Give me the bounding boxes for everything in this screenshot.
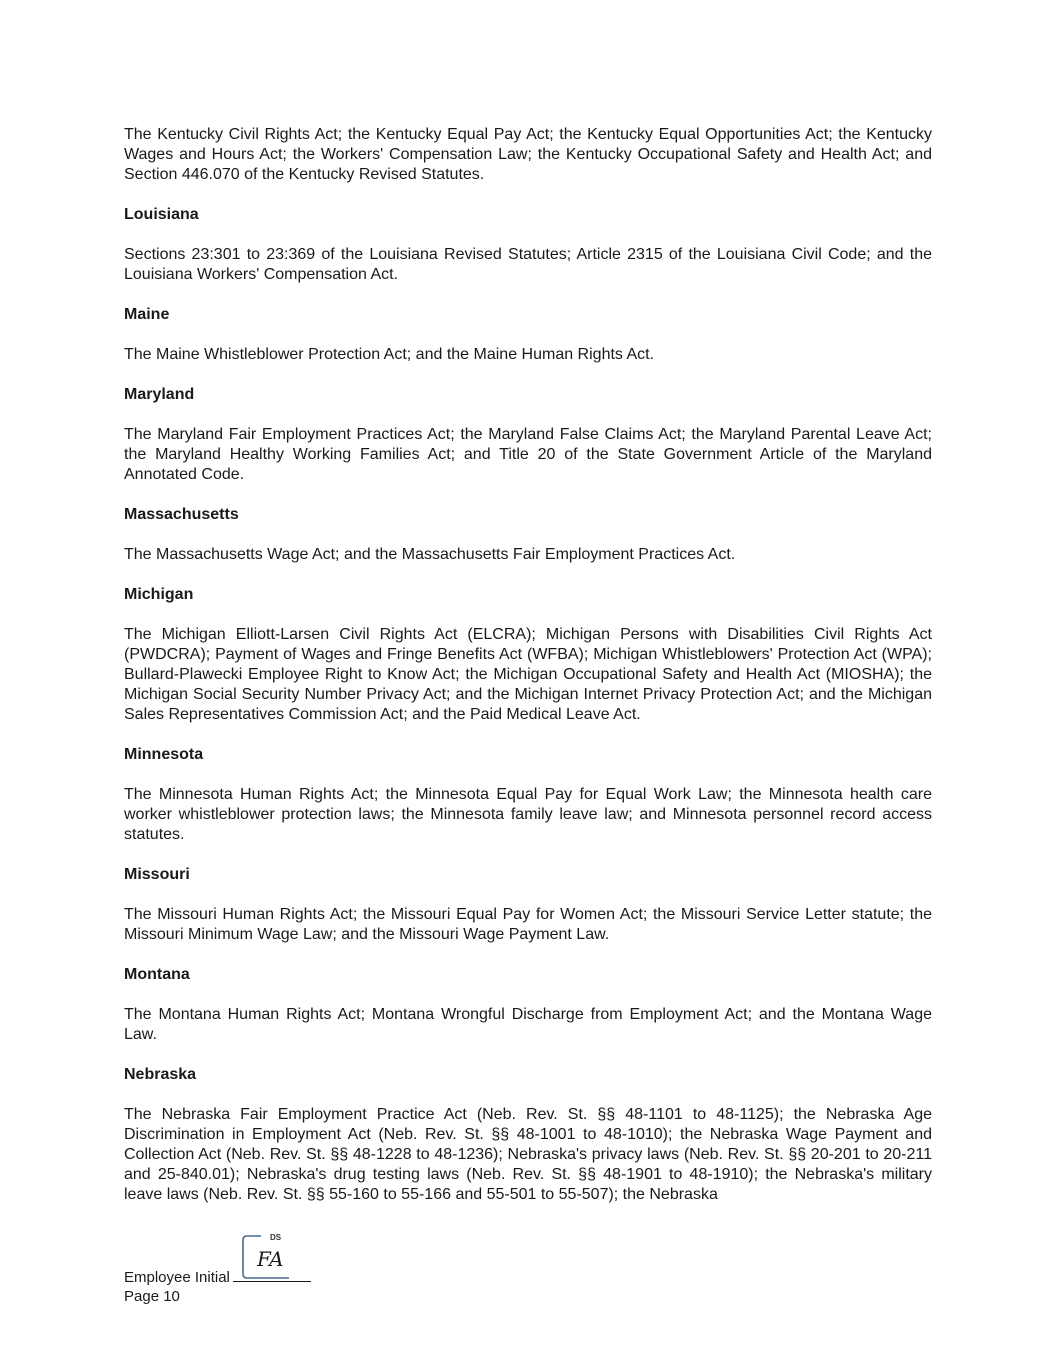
paragraph-nebraska: The Nebraska Fair Employment Practice Act (Neb. Rev. St. §§ 48-1101 to 48-1125); the Nebraska Age Discrimination in Employment Act (Neb. Rev. St. §§ 48-1001 to 48-1010); the Nebraska Wage Payment and Collection Act (Neb. Rev. St. §§ 48-1228 to 48-1236); Nebraska's privacy laws (Neb. Rev. St. §§ 20-201 to 20-211 and 25-840.01); Nebraska's drug testing laws (Neb. Rev. St. §§ 48-1901 to 48-1910); the Nebraska's military leave laws (Neb. Rev. St. §§ 55-160 to 55-166 and 55-501 to 55-507); the Nebraska [124, 1106, 932, 1203]
initials-signature: FA [257, 1247, 284, 1271]
initial-signature-line [233, 1280, 311, 1282]
heading-maine: Maine [124, 306, 170, 323]
paragraph-maine: The Maine Whistleblower Protection Act; and the Maine Human Rights Act. [124, 346, 655, 363]
heading-montana: Montana [124, 966, 190, 983]
paragraph-missouri: The Missouri Human Rights Act; the Missouri Equal Pay for Women Act; the Missouri Service Letter statute; the Missouri Minimum Wage Law; and the Missouri Wage Payment Law. [124, 906, 932, 943]
page-number: Page 10 [124, 1288, 180, 1305]
employee-initial-label: Employee Initial [124, 1269, 230, 1286]
paragraph-montana: The Montana Human Rights Act; Montana Wrongful Discharge from Employment Act; and the Montana Wage Law. [124, 1006, 932, 1043]
heading-nebraska: Nebraska [124, 1066, 197, 1083]
heading-missouri: Missouri [124, 866, 190, 883]
heading-maryland: Maryland [124, 386, 195, 403]
paragraph-massachusetts: The Massachusetts Wage Act; and the Massachusetts Fair Employment Practices Act. [124, 546, 736, 563]
paragraph-louisiana: Sections 23:301 to 23:369 of the Louisiana Revised Statutes; Article 2315 of the Louisiana Civil Code; and the Louisiana Workers' Compensation Act. [124, 246, 932, 283]
page-footer [124, 1268, 311, 1306]
paragraph-michigan: The Michigan Elliott-Larsen Civil Rights Act (ELCRA); Michigan Persons with Disabilities Civil Rights Act (PWDCRA); Payment of Wages and Fringe Benefits Act (WFBA); Michigan Whistleblowers' Protection Act (WPA); Bullard-Plawecki Employee Right to Know Act; the Michigan Occupational Safety and Health Act (MIOSHA); the Michigan Social Security Number Privacy Act; and the Michigan Internet Privacy Protection Act; and the Michigan Sales Representatives Commission Act; and the Paid Medical Leave Act. [124, 626, 932, 723]
document-body [124, 125, 932, 1205]
heading-michigan: Michigan [124, 586, 194, 603]
paragraph-maryland: The Maryland Fair Employment Practices Act; the Maryland False Claims Act; the Maryland Parental Leave Act; the Maryland Healthy Working Families Act; and Title 20 of the State Government Article of the Maryland Annotated Code. [124, 426, 932, 483]
employee-initial-row [124, 1268, 311, 1287]
heading-massachusetts: Massachusetts [124, 506, 239, 523]
ds-tag: DS [270, 1234, 282, 1242]
heading-louisiana: Louisiana [124, 206, 199, 223]
heading-minnesota: Minnesota [124, 746, 204, 763]
intro-paragraph: The Kentucky Civil Rights Act; the Kentucky Equal Pay Act; the Kentucky Equal Opportunities Act; the Kentucky Wages and Hours Act; the Workers' Compensation Law; the Kentucky Occupational Safety and Health Act; and Section 446.070 of the Kentucky Revised Statutes. [124, 126, 932, 183]
paragraph-minnesota: The Minnesota Human Rights Act; the Minnesota Equal Pay for Equal Work Law; the Minnesota health care worker whistleblower protection laws; the Minnesota family leave law; and Minnesota personnel record access statutes. [124, 786, 932, 843]
